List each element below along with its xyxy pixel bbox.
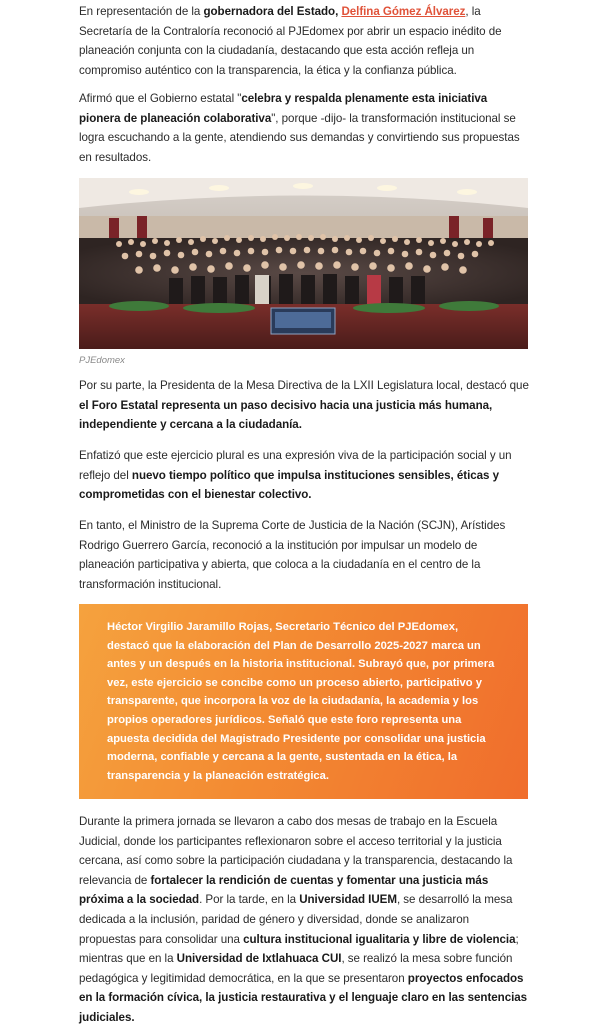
p6-bold-5: proyectos enfocados en la formación cívica, la justicia restaurativa y el lenguaje claro en las sentencias judiciales. bbox=[79, 971, 528, 1024]
p4-text-1: Enfatizó que este ejercicio plural es una expresión viva de la participación social y un reflejo del bbox=[79, 449, 512, 482]
paragraph-5 bbox=[79, 516, 529, 594]
p1-text-2: , la Secretaría de la Contraloría reconoció al PJEdomex por abrir un espacio inédito de planeación conjunta con la ciudadanía, destacando que esta acción refleja un compromiso auténtico con la transparencia, la ética y la confianza pública. bbox=[79, 5, 502, 77]
p2-text-2: ", porque -dijo- la transformación institucional se logra escuchando a la gente, atendiendo sus demandas y convirtiendo sus propuestas en resultados. bbox=[79, 111, 520, 164]
paragraph-1 bbox=[79, 2, 529, 80]
p1-text-1: En representación de la bbox=[79, 5, 204, 18]
photo-caption: PJEdomex bbox=[79, 355, 125, 366]
paragraph-3 bbox=[79, 376, 529, 435]
p6-text-2: . Por la tarde, en la bbox=[199, 893, 300, 907]
p6-text-4: ; mientras que en la bbox=[79, 932, 519, 966]
highlight-quote-box bbox=[79, 604, 528, 799]
p6-bold-4: Universidad de Ixtlahuaca CUI bbox=[176, 952, 342, 966]
paragraph-6 bbox=[79, 812, 529, 1028]
paragraph-2 bbox=[79, 89, 529, 167]
p6-bold-1: fortalecer la rendición de cuentas y fomentar una justicia más próxima a la sociedad bbox=[79, 873, 489, 907]
governor-link[interactable]: Delfina Gómez Álvarez bbox=[341, 5, 466, 18]
quote-text: Héctor Virgilio Jaramillo Rojas, Secretario Técnico del PJEdomex, destacó que la elaboración del Plan de Desarrollo 2025-2027 marca un antes y un después en la historia institucional. Subrayó que, por primera vez, este ejercicio se concibe como un proceso abierto, participativo y transparente, que incorpora la voz de la ciudadanía, la academia y los propios operadores jurídicos. Señaló que este foro representa una apuesta decidida del Magistrado Presidente por consolidar una justicia moderna, confiable y cercana a la gente, sustentada en la ética, la transparencia y la planeación estratégica. bbox=[107, 621, 495, 782]
p6-bold-2: Universidad IUEM bbox=[299, 893, 397, 907]
group-photo-illustration bbox=[79, 178, 528, 349]
event-group-photo bbox=[79, 178, 528, 349]
p5-text-1: En tanto, el Ministro de la Suprema Corte de Justicia de la Nación (SCJN), Arístides Rodrigo Guerrero García, reconoció a la institución por impulsar un modelo de planeación participativa y abierta, que coloca a la ciudadanía en el centro de la transformación institucional. bbox=[79, 519, 506, 591]
p6-text-3: , se desarrolló la mesa dedicada a la inclusión, paridad de género y diversidad, donde se analizaron propuestas para consolidar una bbox=[79, 893, 513, 946]
p4-bold-1: nuevo tiempo político que impulsa instituciones sensibles, éticas y comprometidas con el bienestar colectivo. bbox=[79, 468, 500, 502]
p3-bold-1: el Foro Estatal representa un paso decisivo hacia una justicia más humana, independiente y cercana a la ciudadanía. bbox=[79, 398, 493, 432]
p2-text-1: Afirmó que el Gobierno estatal " bbox=[79, 92, 242, 105]
p6-text-1: Durante la primera jornada se llevaron a cabo dos mesas de trabajo en la Escuela Judicial, donde los participantes reflexionaron sobre el acceso territorial y la justicia cercana, así como sobre la participación ciudadana y la transparencia, destacando la relevancia de bbox=[79, 815, 513, 887]
p2-bold-1: celebra y respalda plenamente esta iniciativa pionera de planeación colaborativa bbox=[79, 92, 488, 125]
p1-bold-1: gobernadora del Estado, bbox=[203, 5, 339, 18]
paragraph-4 bbox=[79, 446, 529, 505]
p6-bold-3: cultura institucional igualitaria y libre de violencia bbox=[243, 932, 516, 946]
p3-text-1: Por su parte, la Presidenta de la Mesa Directiva de la LXII Legislatura local, destacó que bbox=[79, 379, 529, 392]
p6-text-5: , se realizó la mesa sobre función pedagógica y legitimidad democrática, en la que se presentaron bbox=[79, 952, 513, 985]
